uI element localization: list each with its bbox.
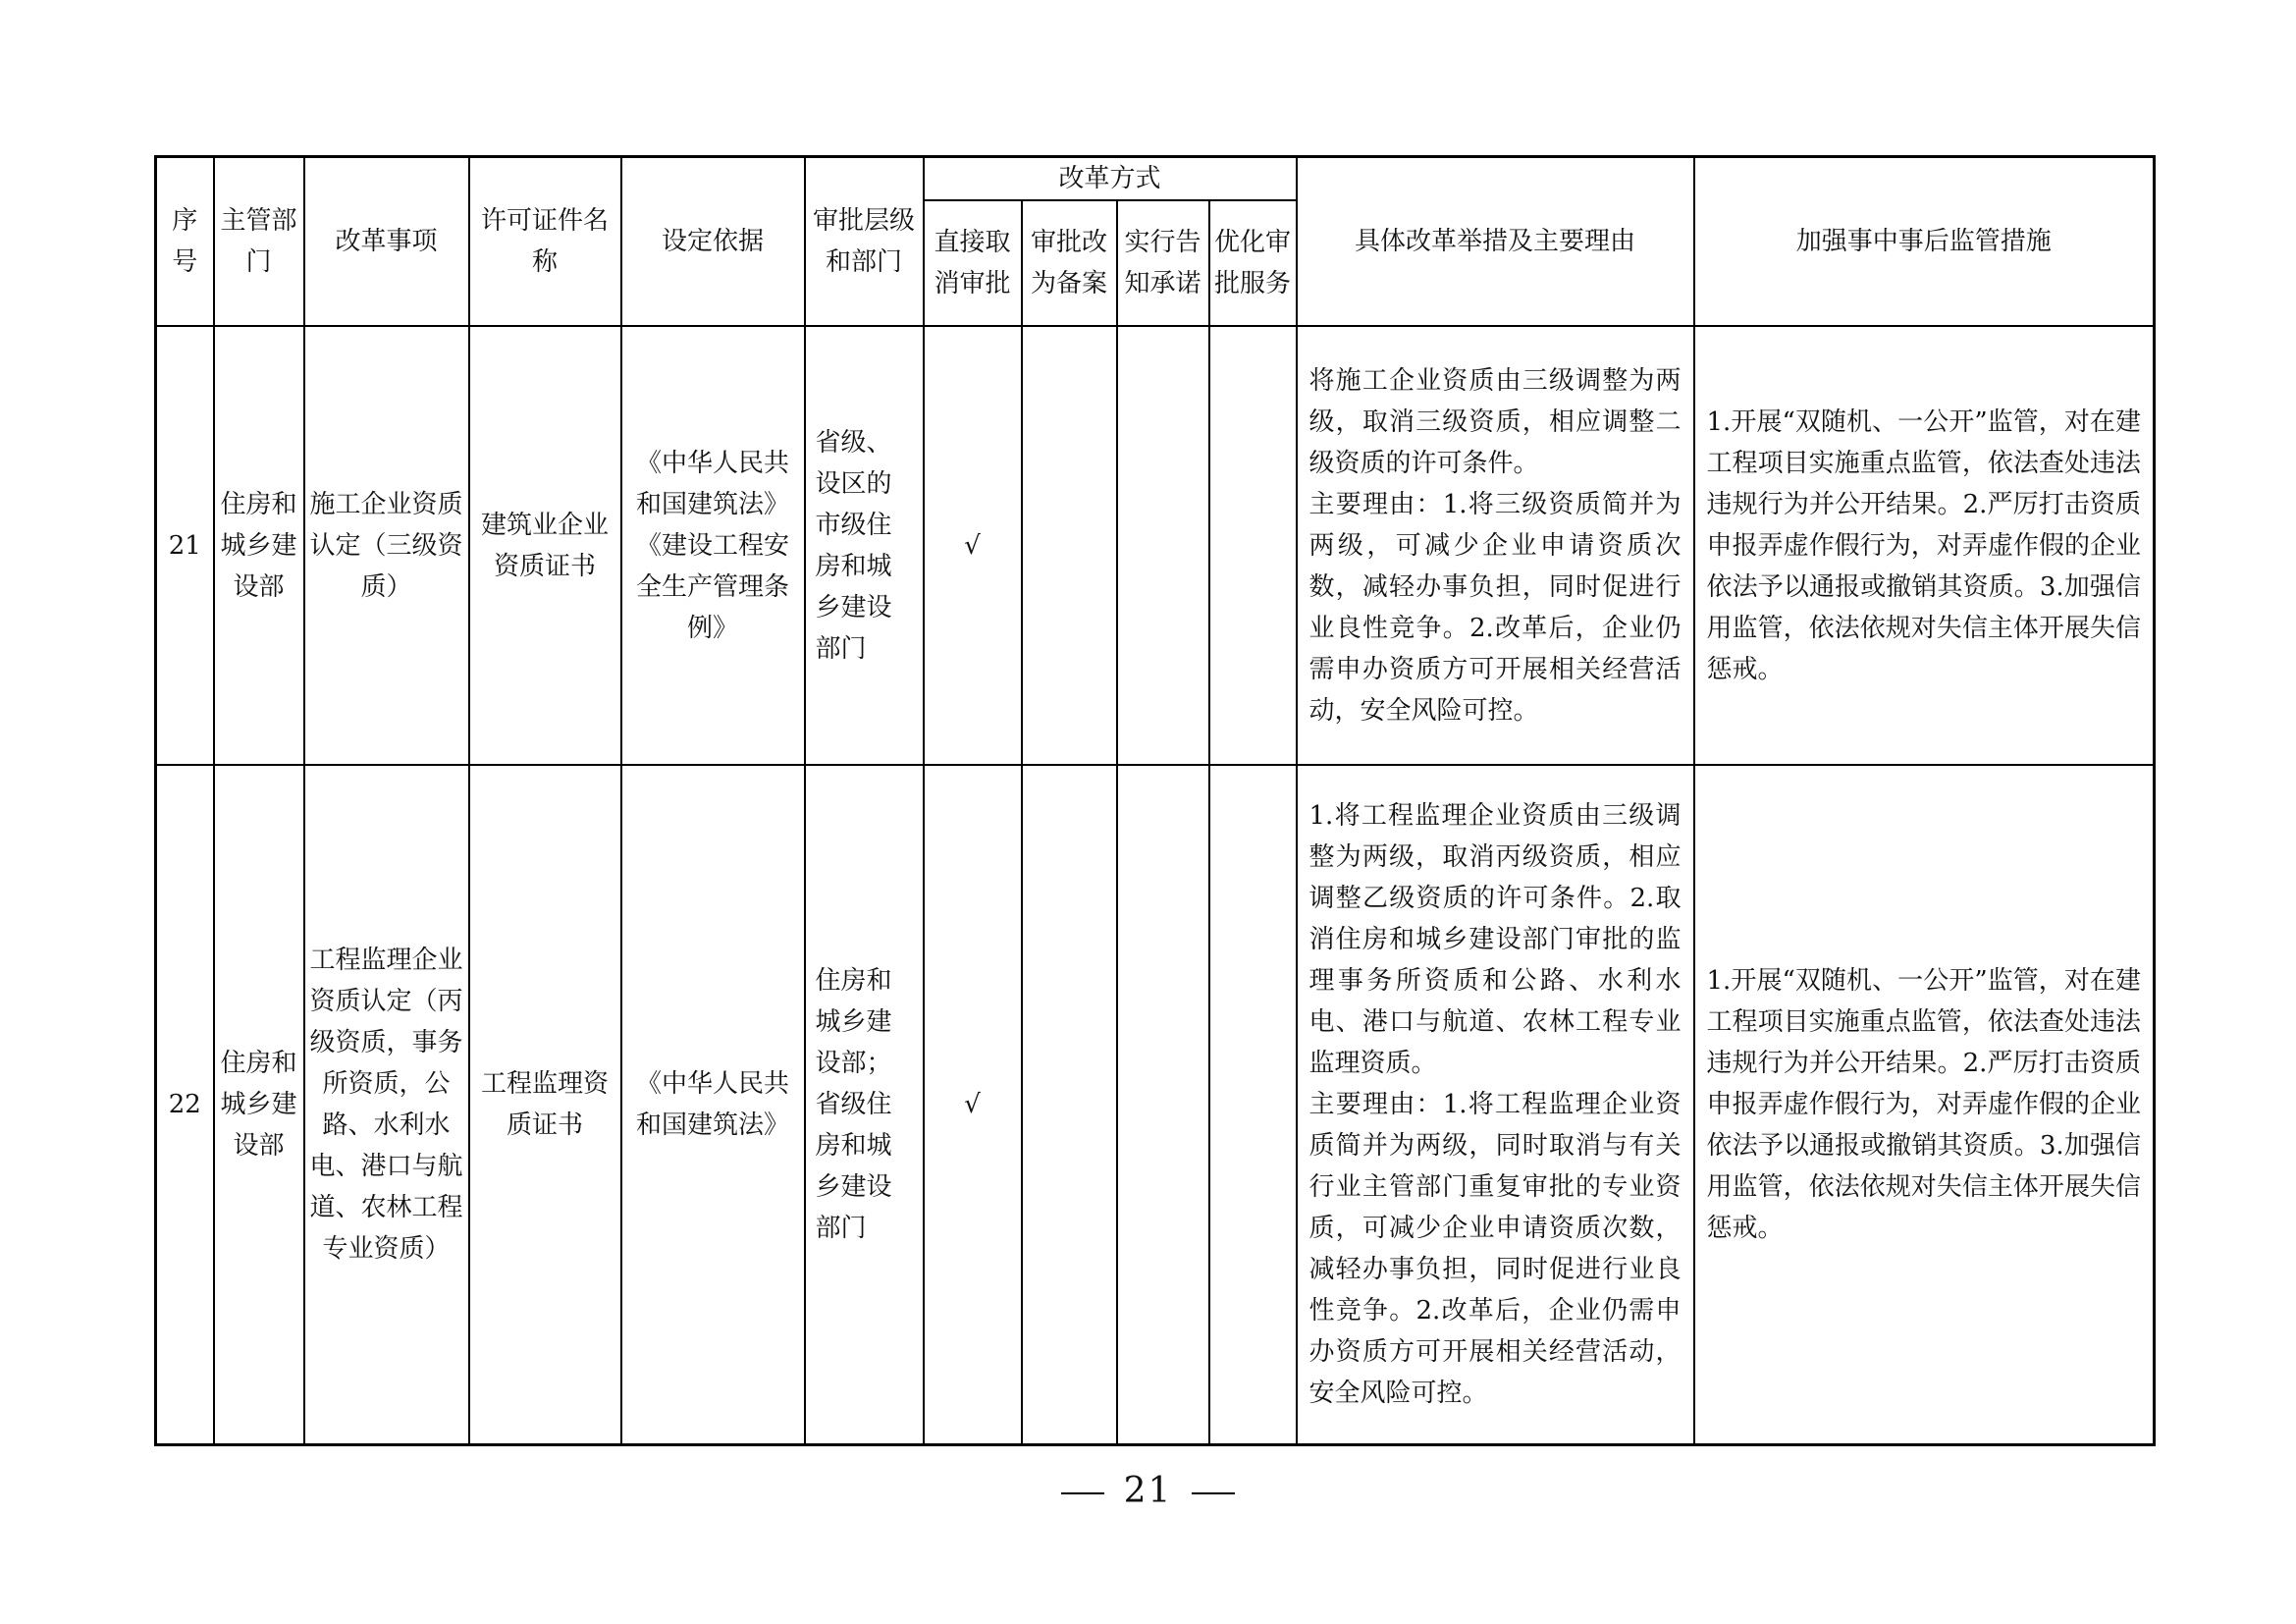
table-row [156,765,2155,1444]
cell-notify [1117,326,1209,765]
table-row [156,326,2155,765]
page-number: 21 [1123,1471,1173,1511]
header-seq: 序号 [156,157,214,327]
header-row-top [156,157,2155,201]
cell-dept: 住房和城乡建设部 [214,765,304,1444]
header-level: 审批层级和部门 [805,157,924,327]
cell-level: 住房和城乡建设部；省级住房和城乡建设部门 [805,765,924,1444]
cell-supervision: 1.开展“双随机、一公开”监管，对在建工程项目实施重点监管，依法查处违法违规行为并公开结果。2.严厉打击资质申报弄虚作假行为，对弄虚作假的企业依法予以通报或撤销其资质。3.加强信用监管，依法依规对失信主体开展失信惩戒。 [1694,326,2155,765]
header-item: 改革事项 [304,157,469,327]
cell-seq: 22 [156,765,214,1444]
cell-notify [1117,765,1209,1444]
header-license: 许可证件名称 [469,157,621,327]
cell-item: 工程监理企业资质认定（丙级资质，事务所资质，公路、水利水电、港口与航道、农林工程专业资质） [304,765,469,1444]
cell-cancel-check: √ [924,326,1022,765]
cell-seq: 21 [156,326,214,765]
header-supervision: 加强事中事后监管措施 [1694,157,2155,327]
reform-table [154,155,2156,1446]
cell-level: 省级、设区的市级住房和城乡建设部门 [805,326,924,765]
cell-supervision: 1.开展“双随机、一公开”监管，对在建工程项目实施重点监管，依法查处违法违规行为并公开结果。2.严厉打击资质申报弄虚作假行为，对弄虚作假的企业依法予以通报或撤销其资质。3.加强信用监管，依法依规对失信主体开展失信惩戒。 [1694,765,2155,1444]
cell-item: 施工企业资质认定（三级资质） [304,326,469,765]
header-measures: 具体改革举措及主要理由 [1297,157,1694,327]
cell-optimize [1209,765,1297,1444]
header-method-group: 改革方式 [924,157,1297,201]
header-method-record: 审批改为备案 [1022,200,1117,326]
header-method-cancel: 直接取消审批 [924,200,1022,326]
page-footer [0,1471,2296,1511]
cell-record [1022,765,1117,1444]
footer-dash-left [1061,1492,1104,1494]
cell-optimize [1209,326,1297,765]
header-method-notify: 实行告知承诺 [1117,200,1209,326]
cell-license: 工程监理资质证书 [469,765,621,1444]
cell-basis: 《中华人民共和国建筑法》 [621,765,805,1444]
cell-measures: 将施工企业资质由三级调整为两级，取消三级资质，相应调整二级资质的许可条件。 主要理由：1.将三级资质简并为两级，可减少企业申请资质次数，减轻办事负担，同时促进行业良性竞争。2.改革后，企业仍需申办资质方可开展相关经营活动，安全风险可控。 [1297,326,1694,765]
cell-record [1022,326,1117,765]
cell-dept: 住房和城乡建设部 [214,326,304,765]
cell-measures: 1.将工程监理企业资质由三级调整为两级，取消丙级资质，相应调整乙级资质的许可条件。2.取消住房和城乡建设部门审批的监理事务所资质和公路、水利水电、港口与航道、农林工程专业监理资质。 主要理由：1.将工程监理企业资质简并为两级，同时取消与有关行业主管部门重复审批的专业资质，可减少企业申请资质次数，减轻办事负担，同时促进行业良性竞争。2.改革后，企业仍需申办资质方可开展相关经营活动，安全风险可控。 [1297,765,1694,1444]
cell-basis: 《中华人民共和国建筑法》《建设工程安全生产管理条例》 [621,326,805,765]
header-dept: 主管部门 [214,157,304,327]
cell-license: 建筑业企业资质证书 [469,326,621,765]
cell-cancel-check: √ [924,765,1022,1444]
footer-dash-right [1192,1492,1235,1494]
header-basis: 设定依据 [621,157,805,327]
header-method-optimize: 优化审批服务 [1209,200,1297,326]
